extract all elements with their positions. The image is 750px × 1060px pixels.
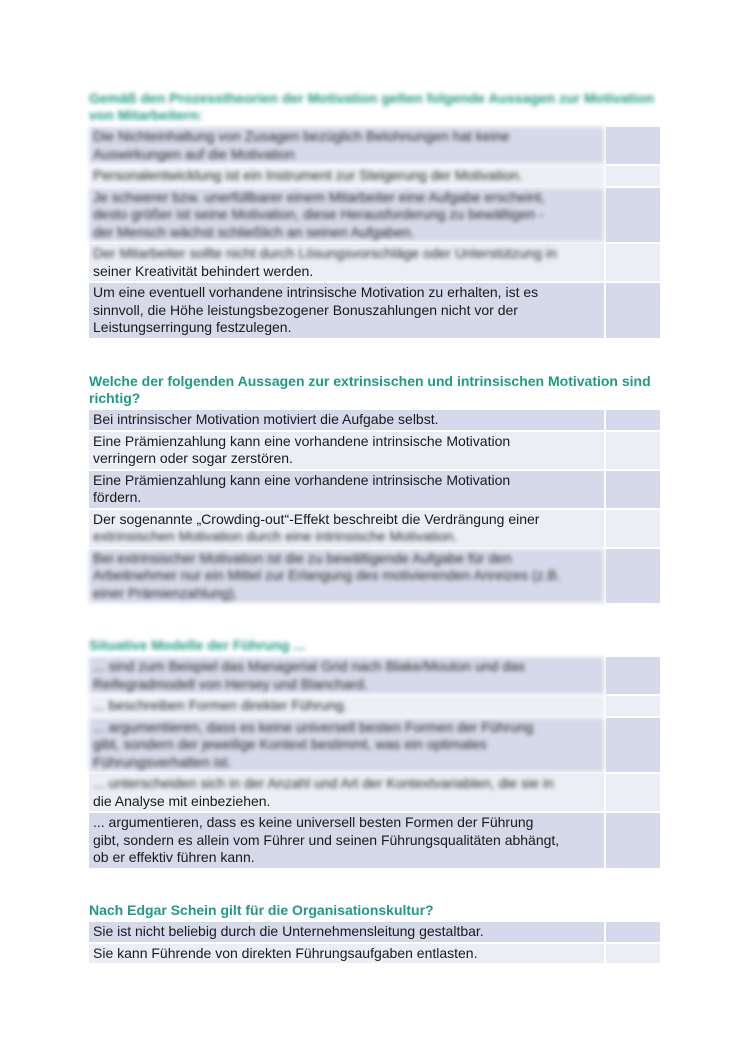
answer-checkbox[interactable] — [604, 166, 660, 186]
answer-table — [89, 920, 660, 965]
answer-text: Der sogenannte „Crowding-out“-Effekt beschreibt die Verdrängung einer extrinsischen Motivation durch eine intrinsische Motivation. — [89, 510, 604, 547]
answer-row — [89, 283, 660, 338]
question-block-3 — [89, 637, 660, 870]
question-title-text: Gemäß den Prozesstheorien der Motivation gelten folgende Aussagen zur Motivation von Mitarbeitern: — [89, 90, 655, 123]
question-title — [89, 373, 660, 407]
answer-checkbox[interactable] — [604, 696, 660, 716]
answer-row — [89, 244, 660, 281]
answer-text: Der Mitarbeiter sollte nicht durch Lösungsvorschläge oder Unterstützung in seiner Kreativität behindert werden. — [89, 244, 604, 281]
answer-text: ... beschreiben Formen direkter Führung. — [89, 696, 604, 716]
answer-text: Bei intrinsischer Motivation motiviert die Aufgabe selbst. — [89, 410, 604, 430]
answer-checkbox[interactable] — [604, 283, 660, 338]
question-title-text: Welche der folgenden Aussagen zur extrinsischen und intrinsischen Motivation sind richtig? — [89, 373, 651, 406]
answer-checkbox[interactable] — [604, 510, 660, 547]
answer-row — [89, 774, 660, 811]
answer-text: Bei extrinsischer Motivation ist die zu bewältigende Aufgabe für den Arbeitnehmer nur ein Mittel zur Erlangung des motivierenden Anreizes (z.B. einer Prämienzahlung). — [89, 549, 604, 604]
answer-checkbox[interactable] — [604, 410, 660, 430]
answer-checkbox[interactable] — [604, 944, 660, 964]
answer-text: ... unterscheiden sich in der Anzahl und Art der Kontextvariablen, die sie in die Analyse mit einbeziehen. — [89, 774, 604, 811]
answer-row — [89, 432, 660, 469]
answer-text: Die Nichteinhaltung von Zusagen bezüglich Belohnungen hat keine Auswirkungen auf die Motivation — [89, 127, 604, 164]
answer-row — [89, 166, 660, 186]
answer-text: Je schwerer bzw. unerfüllbarer einem Mitarbeiter eine Aufgabe erscheint, desto größer ist seine Motivation, diese Herausforderung zu bewältigen - der Mensch wächst schließlich an seinen Aufgaben. — [89, 188, 604, 243]
answer-text: Eine Prämienzahlung kann eine vorhandene intrinsische Motivation verringern oder sogar zerstören. — [89, 432, 604, 469]
answer-text: ... sind zum Beispiel das Managerial Grid nach Blake/Mouton und das Reifegradmodell von Hersey und Blanchard. — [89, 657, 604, 694]
answer-checkbox[interactable] — [604, 244, 660, 281]
answer-text: ... argumentieren, dass es keine universell besten Formen der Führung gibt, sondern der jeweilige Kontext bestimmt, was ein optimales Führungsverhalten ist. — [89, 718, 604, 773]
question-block-2 — [89, 373, 660, 605]
question-block-4 — [89, 902, 660, 965]
answer-row — [89, 549, 660, 604]
answer-table — [89, 125, 660, 340]
answer-text: Sie kann Führende von direkten Führungsaufgaben entlasten. — [89, 944, 604, 964]
question-block-1 — [89, 90, 660, 340]
answer-text: Um eine eventuell vorhandene intrinsische Motivation zu erhalten, ist es sinnvoll, die Höhe leistungsbezogener Bonuszahlungen nicht vor der Leistungserringung festzulegen. — [89, 283, 604, 338]
answer-checkbox[interactable] — [604, 922, 660, 942]
answer-row — [89, 471, 660, 508]
answer-checkbox[interactable] — [604, 471, 660, 508]
answer-checkbox[interactable] — [604, 657, 660, 694]
answer-text: Eine Prämienzahlung kann eine vorhandene intrinsische Motivation fördern. — [89, 471, 604, 508]
answer-row — [89, 127, 660, 164]
answer-row — [89, 813, 660, 868]
answer-row — [89, 657, 660, 694]
answer-text: Sie ist nicht beliebig durch die Unternehmensleitung gestaltbar. — [89, 922, 604, 942]
answer-text: Personalentwicklung ist ein Instrument zur Steigerung der Motivation. — [89, 166, 604, 186]
question-title — [89, 90, 660, 124]
question-title — [89, 637, 660, 654]
answer-checkbox[interactable] — [604, 774, 660, 811]
question-title-text: Situative Modelle der Führung ... — [89, 637, 306, 653]
question-title — [89, 902, 660, 919]
answer-checkbox[interactable] — [604, 188, 660, 243]
answer-checkbox[interactable] — [604, 127, 660, 164]
answer-checkbox[interactable] — [604, 432, 660, 469]
answer-row — [89, 410, 660, 430]
answer-row — [89, 922, 660, 942]
answer-row — [89, 718, 660, 773]
answer-row — [89, 188, 660, 243]
answer-checkbox[interactable] — [604, 549, 660, 604]
answer-text: ... argumentieren, dass es keine universell besten Formen der Führung gibt, sondern es allein vom Führer und seinen Führungsqualitäten abhängt, ob er effektiv führen kann. — [89, 813, 604, 868]
answer-row — [89, 696, 660, 716]
answer-table — [89, 408, 660, 605]
answer-checkbox[interactable] — [604, 813, 660, 868]
answer-table — [89, 655, 660, 870]
question-title-text: Nach Edgar Schein gilt für die Organisationskultur? — [89, 902, 434, 918]
answer-row — [89, 944, 660, 964]
answer-row — [89, 510, 660, 547]
answer-checkbox[interactable] — [604, 718, 660, 773]
